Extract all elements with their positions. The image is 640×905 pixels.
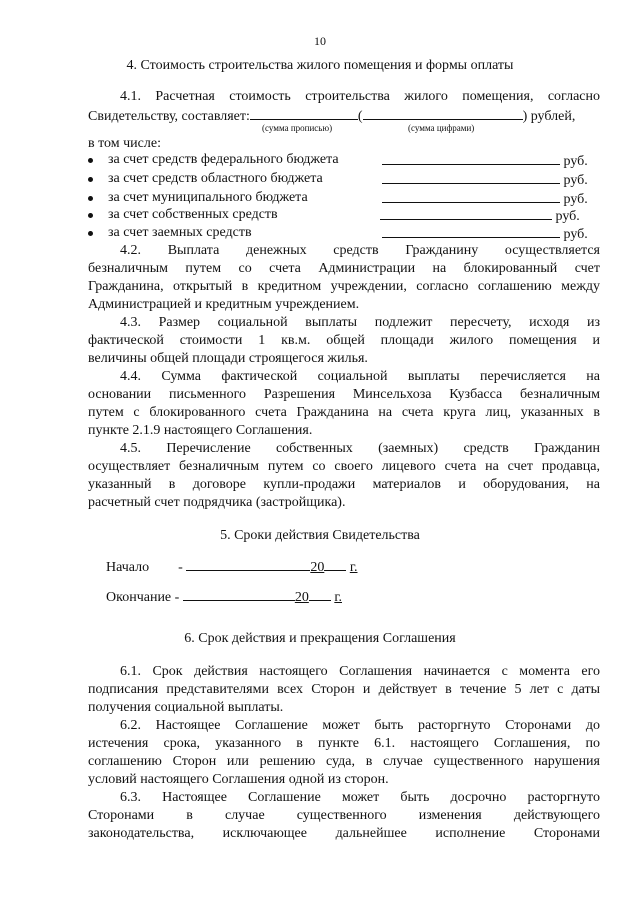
end-date-row bbox=[106, 587, 342, 606]
funding-item-federal-value bbox=[382, 151, 588, 170]
p44-line-4: пункте 2.1.9 настоящего Соглашения. bbox=[88, 423, 313, 438]
caption-amount-digits: (сумма цифрами) bbox=[408, 123, 475, 133]
funding-item-borrowed: за счет заемных средств bbox=[108, 225, 252, 240]
p42-line-3: Гражданина, открытый в кредитном учреждении, согласно соглашению между bbox=[88, 279, 600, 294]
funding-item-borrowed-value bbox=[382, 224, 588, 243]
p45-line-1: 4.5. Перечисление собственных (заемных) средств Гражданин bbox=[120, 441, 600, 456]
p61-line-1: 6.1. Срок действия настоящего Соглашения начинается с момента его bbox=[120, 664, 600, 679]
own-amount-field[interactable] bbox=[380, 206, 552, 220]
p43-line-2: фактической стоимости 1 кв.м. общей площади жилого помещения и bbox=[88, 333, 600, 348]
p45-line-3: указанный в договоре купли-продажи материалов и оборудования, на bbox=[88, 477, 600, 492]
federal-amount-field[interactable] bbox=[382, 151, 560, 165]
p62-line-2: истечения срока, указанного в пункте 6.1. настоящего Соглашения, по bbox=[88, 736, 600, 751]
section-5-heading: 5. Сроки действия Свидетельства bbox=[220, 528, 420, 543]
funding-item-municipal: за счет муниципального бюджета bbox=[108, 190, 308, 205]
p45-line-2: осуществляет безналичным путем со своего лицевого счета на счет продавца, bbox=[88, 459, 600, 474]
amount-digits-field[interactable] bbox=[363, 106, 523, 120]
bullet-icon bbox=[88, 231, 93, 236]
p63-line-3: законодательства, исключающее дальнейшее исполнение Сторонами bbox=[88, 826, 600, 841]
p44-line-2: основании письменного Разрешения Минсельхоза Кузбасса безналичным bbox=[88, 387, 600, 402]
bullet-icon bbox=[88, 177, 93, 182]
year-suffix: г. bbox=[334, 590, 342, 605]
section-6-heading: 6. Срок действия и прекращения Соглашения bbox=[184, 631, 456, 646]
year-suffix: г. bbox=[349, 560, 358, 575]
p62-line-4: условий настоящего Соглашения одной из сторон. bbox=[88, 772, 389, 787]
p45-line-4: расчетный счет подрядчика (застройщика). bbox=[88, 495, 346, 510]
p63-line-1: 6.3. Настоящее Соглашение может быть досрочно расторгнуто bbox=[120, 790, 600, 805]
including-label: в том числе: bbox=[88, 136, 161, 151]
bullet-icon bbox=[88, 196, 93, 201]
year-prefix: 20 bbox=[294, 590, 309, 605]
start-year-field[interactable] bbox=[324, 557, 346, 571]
start-label: Начало bbox=[106, 560, 150, 575]
p62-line-3: соглашению Сторон или решению суда, в случае существенного нарушения bbox=[88, 754, 600, 769]
unit-label: руб. bbox=[563, 173, 588, 188]
funding-item-regional: за счет средств областного бюджета bbox=[108, 171, 323, 186]
funding-item-regional-value bbox=[382, 170, 588, 189]
municipal-amount-field[interactable] bbox=[382, 189, 560, 203]
bullet-icon bbox=[88, 213, 93, 218]
section-4-heading: 4. Стоимость строительства жилого помещения и формы оплаты bbox=[126, 58, 514, 73]
p41-label: Свидетельству, составляет: bbox=[88, 109, 250, 124]
dash: - bbox=[174, 590, 180, 605]
p44-line-3: путем с блокированного счета Гражданина на счета круга лиц, указанных в bbox=[88, 405, 600, 420]
page-number: 10 bbox=[314, 34, 326, 48]
unit-label: руб. bbox=[555, 209, 580, 224]
caption-amount-words: (сумма прописью) bbox=[262, 123, 333, 133]
bullet-icon bbox=[88, 158, 93, 163]
funding-item-own-value bbox=[380, 206, 580, 225]
regional-amount-field[interactable] bbox=[382, 170, 560, 184]
amount-words-field[interactable] bbox=[250, 106, 358, 120]
p44-line-1: 4.4. Сумма фактической социальной выплаты перечисляется на bbox=[120, 369, 600, 384]
p42-line-1: 4.2. Выплата денежных средств Гражданину осуществляется bbox=[120, 243, 600, 258]
p43-line-3: величины общей площади строящегося жилья. bbox=[88, 351, 368, 366]
unit-label: руб. bbox=[563, 227, 588, 242]
p41-open-paren: ( bbox=[357, 109, 363, 124]
end-year-field[interactable] bbox=[309, 587, 331, 601]
year-prefix: 20 bbox=[310, 560, 325, 575]
start-date-field[interactable] bbox=[186, 557, 310, 571]
unit-label: руб. bbox=[563, 154, 588, 169]
p62-line-1: 6.2. Настоящее Соглашение может быть расторгнуто Сторонами до bbox=[120, 718, 600, 733]
p63-line-2: Сторонами в случае существенного изменения действующего bbox=[88, 808, 600, 823]
p41-line-1: 4.1. Расчетная стоимость строительства жилого помещения, согласно bbox=[120, 89, 600, 104]
p61-line-3: получения социальной выплаты. bbox=[88, 700, 284, 715]
p61-line-2: подписания представителями всех Сторон и действует в течение 5 лет с даты bbox=[88, 682, 600, 697]
dash: - bbox=[178, 560, 183, 575]
p41-close: ) рублей, bbox=[522, 109, 576, 124]
p43-line-1: 4.3. Размер социальной выплаты подлежит пересчету, исходя из bbox=[120, 315, 600, 330]
end-date-field[interactable] bbox=[183, 587, 295, 601]
p42-line-2: безналичным путем со счета Администрации на блокированный счет bbox=[88, 261, 600, 276]
borrowed-amount-field[interactable] bbox=[382, 224, 560, 238]
funding-item-federal: за счет средств федерального бюджета bbox=[108, 152, 339, 167]
p42-line-4: Администрацией и кредитным учреждением. bbox=[88, 297, 360, 312]
unit-label: руб. bbox=[563, 192, 588, 207]
start-date-row bbox=[106, 557, 357, 576]
end-label: Окончание bbox=[106, 590, 172, 605]
funding-item-own: за счет собственных средств bbox=[108, 207, 278, 222]
